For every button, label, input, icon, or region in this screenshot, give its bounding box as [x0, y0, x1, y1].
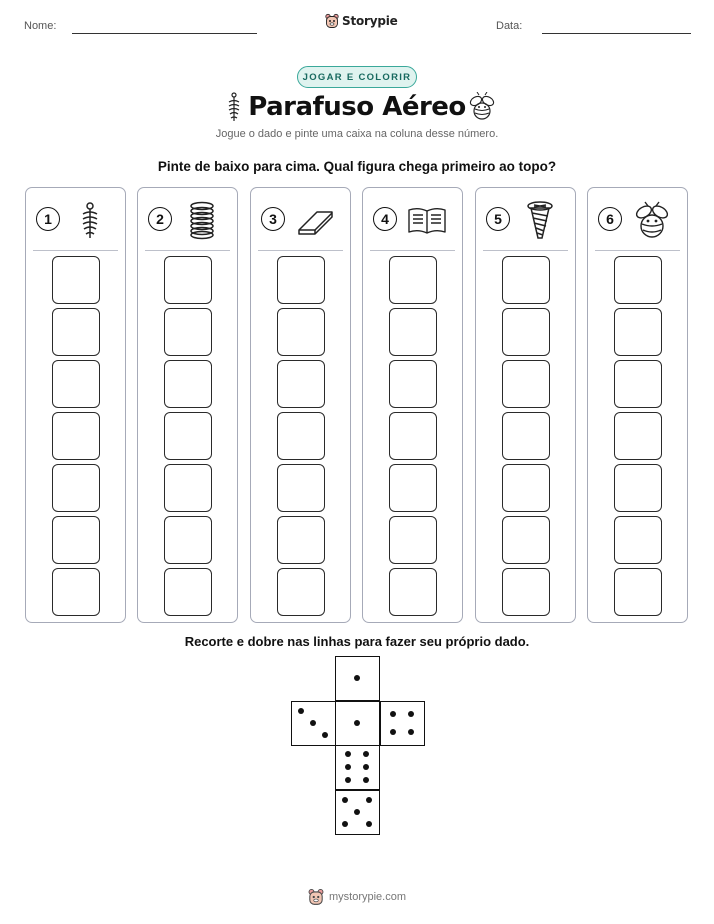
column-divider — [370, 250, 455, 251]
cut-instruction: Recorte e dobre nas linhas para fazer seu próprio dado. — [184, 634, 530, 649]
color-box[interactable] — [389, 568, 437, 616]
die-pip — [322, 732, 328, 738]
color-box[interactable] — [614, 256, 662, 304]
color-box[interactable] — [614, 464, 662, 512]
color-box[interactable] — [164, 256, 212, 304]
footer — [308, 888, 406, 906]
name-label: Nome: — [24, 20, 57, 32]
color-box[interactable] — [502, 256, 550, 304]
color-box[interactable] — [614, 308, 662, 356]
die-pip — [390, 711, 396, 717]
column-header — [251, 188, 350, 251]
bee-icon — [632, 200, 672, 240]
color-box[interactable] — [52, 256, 100, 304]
color-box[interactable] — [52, 464, 100, 512]
page-subtitle: Jogue o dado e pinte uma caixa na coluna desse número. — [215, 128, 499, 140]
die-pip — [363, 764, 369, 770]
die-pip — [366, 821, 372, 827]
die-pip — [310, 720, 316, 726]
column-number: 6 — [598, 207, 622, 231]
color-box[interactable] — [164, 412, 212, 460]
die-pip — [408, 711, 414, 717]
color-box[interactable] — [277, 360, 325, 408]
color-box[interactable] — [614, 568, 662, 616]
die-pip — [354, 720, 360, 726]
die-pip — [408, 729, 414, 735]
die-pip — [354, 675, 360, 681]
die-face-left — [291, 701, 336, 746]
color-box[interactable] — [277, 464, 325, 512]
eraser-icon — [295, 200, 335, 240]
column-header — [588, 188, 687, 251]
die-pip — [390, 729, 396, 735]
color-box[interactable] — [389, 464, 437, 512]
column-header — [476, 188, 575, 251]
date-line[interactable] — [542, 33, 691, 34]
die-pip — [298, 708, 304, 714]
column-header — [363, 188, 462, 251]
die-pip — [342, 821, 348, 827]
color-box[interactable] — [614, 412, 662, 460]
color-box[interactable] — [614, 360, 662, 408]
color-box[interactable] — [389, 360, 437, 408]
propeller-screw-icon — [70, 200, 110, 240]
column-header — [138, 188, 237, 251]
color-box[interactable] — [502, 464, 550, 512]
name-line[interactable] — [72, 33, 257, 34]
die-pip — [366, 797, 372, 803]
screw-icon — [520, 200, 560, 240]
color-box[interactable] — [389, 516, 437, 564]
die-pip — [363, 777, 369, 783]
column-number: 5 — [486, 207, 510, 231]
color-box[interactable] — [277, 256, 325, 304]
color-box[interactable] — [164, 568, 212, 616]
storypie-mascot-icon — [325, 13, 339, 29]
die-pip — [354, 809, 360, 815]
column-number: 3 — [261, 207, 285, 231]
open-book-icon — [407, 200, 447, 240]
color-box[interactable] — [502, 412, 550, 460]
column-number: 2 — [148, 207, 172, 231]
column-number: 4 — [373, 207, 397, 231]
die-pip — [345, 751, 351, 757]
column-2 — [137, 187, 238, 623]
color-box[interactable] — [52, 360, 100, 408]
color-box[interactable] — [52, 568, 100, 616]
column-3 — [250, 187, 351, 623]
column-divider — [258, 250, 343, 251]
die-face-center — [335, 701, 380, 746]
die-face-below-center — [335, 745, 380, 790]
column-divider — [33, 250, 118, 251]
color-box[interactable] — [277, 516, 325, 564]
die-face-bottom — [335, 790, 380, 835]
color-box[interactable] — [389, 412, 437, 460]
die-pip — [345, 777, 351, 783]
die-face-top — [335, 656, 380, 701]
storypie-mascot-icon — [308, 888, 324, 906]
color-box[interactable] — [614, 516, 662, 564]
column-6 — [587, 187, 688, 623]
color-box[interactable] — [502, 568, 550, 616]
brand-logo — [325, 13, 398, 29]
category-badge: JOGAR E COLORIR — [297, 66, 417, 88]
die-pip — [363, 751, 369, 757]
color-box[interactable] — [277, 568, 325, 616]
color-box[interactable] — [164, 464, 212, 512]
color-box[interactable] — [277, 308, 325, 356]
brand-name: Storypie — [342, 14, 398, 28]
color-box[interactable] — [52, 412, 100, 460]
column-divider — [145, 250, 230, 251]
color-box[interactable] — [164, 516, 212, 564]
color-box[interactable] — [52, 308, 100, 356]
color-box[interactable] — [389, 308, 437, 356]
column-divider — [595, 250, 680, 251]
column-divider — [483, 250, 568, 251]
column-header — [26, 188, 125, 251]
color-box[interactable] — [164, 360, 212, 408]
die-pip — [342, 797, 348, 803]
column-4 — [362, 187, 463, 623]
column-1 — [25, 187, 126, 623]
title-bee-icon — [468, 92, 496, 122]
instruction-text: Pinte de baixo para cima. Qual figura chega primeiro ao topo? — [157, 159, 557, 174]
date-label: Data: — [496, 20, 523, 32]
die-face-right — [380, 701, 425, 746]
color-box[interactable] — [164, 308, 212, 356]
color-box[interactable] — [389, 256, 437, 304]
page-title: Parafuso Aéreo — [248, 92, 466, 122]
footer-url[interactable]: mystorypie.com — [329, 891, 407, 903]
color-box[interactable] — [502, 308, 550, 356]
column-number: 1 — [36, 207, 60, 231]
column-5 — [475, 187, 576, 623]
spring-icon — [182, 200, 222, 240]
color-box[interactable] — [277, 412, 325, 460]
color-box[interactable] — [502, 360, 550, 408]
color-box[interactable] — [502, 516, 550, 564]
color-box[interactable] — [52, 516, 100, 564]
die-pip — [345, 764, 351, 770]
